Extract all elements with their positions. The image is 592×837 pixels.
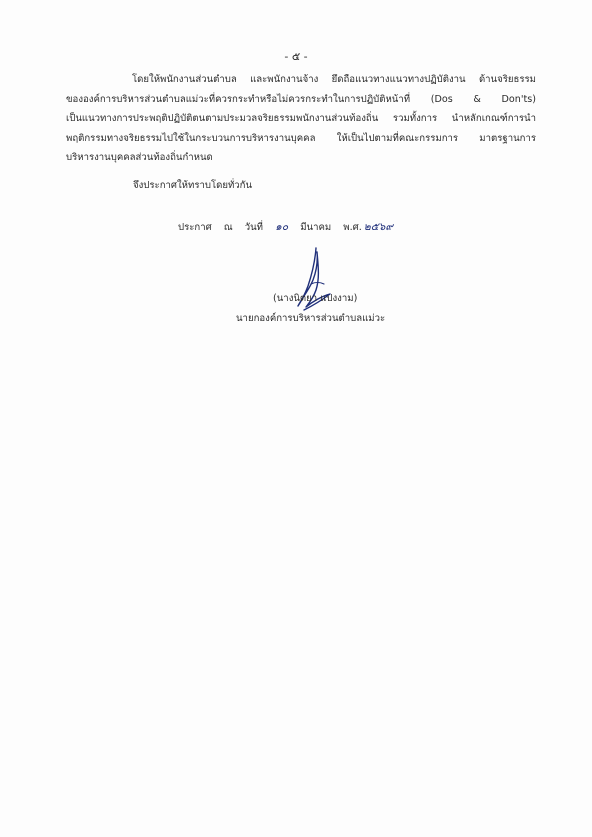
- handwritten-day: ๑๐: [275, 221, 289, 233]
- body-line: พฤติกรรมทางจริยธรรมไปใช้ในกระบวนการบริหารงานบุคคล ให้เป็นไปตามที่คณะกรรมการ มาตรฐานการ: [66, 132, 536, 144]
- handwritten-year: ๒๕๖๙: [363, 221, 394, 233]
- announce-label: ประกาศ: [178, 222, 212, 233]
- body-paragraph: [66, 70, 536, 168]
- announce-at: ณ: [223, 222, 233, 233]
- signer-title: นายกองค์การบริหารส่วนตำบลแม่วะ: [236, 313, 386, 324]
- signer-name: (นางนิตยา แปงงาม): [273, 293, 358, 304]
- body-line: บริหารงานบุคคลส่วนท้องถิ่นกำหนด: [66, 152, 213, 163]
- body-line: โดยให้พนักงานส่วนตำบล และพนักงานจ้าง ยึดถือแนวทางแนวทางปฏิบัติงาน ด้านจริยธรรม: [132, 74, 536, 85]
- notice-text: จึงประกาศให้ทราบโดยทั่วกัน: [133, 180, 253, 191]
- page-number: - ๕ -: [284, 50, 308, 63]
- year-label: พ.ศ.: [343, 222, 362, 233]
- announcement-line: [178, 218, 402, 235]
- day-label: วันที่: [244, 222, 263, 233]
- body-line: เป็นแนวทางการประพฤติปฏิบัติตนตามประมวลจริยธรรมพนักงานส่วนท้องถิ่น รวมทั้งการ นำหลักเกณฑ์การนำ: [66, 113, 536, 124]
- body-line: ขององค์การบริหารส่วนตำบลแม่วะที่ควรกระทำหรือไม่ควรกระทำในการปฏิบัติหน้าที่ (Dos & Don'ts): [66, 93, 536, 105]
- month: มีนาคม: [300, 222, 332, 233]
